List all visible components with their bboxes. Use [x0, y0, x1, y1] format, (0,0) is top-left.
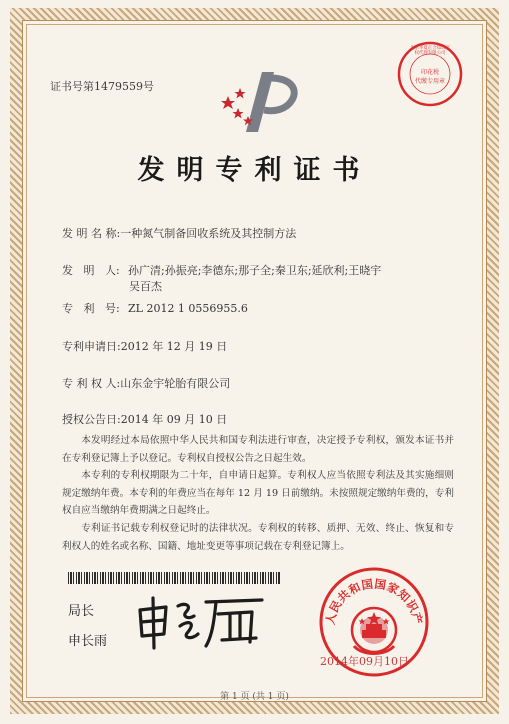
field-label: 发 明 名 称: [62, 227, 121, 240]
tax-stamp-ring-text: 北京华夏正合知识产权代理有限公司 [410, 46, 450, 56]
field-label: 专 利 号: [62, 302, 120, 315]
field-value: ZL 2012 1 0556955.6 [128, 302, 248, 315]
tax-stamp-center-line1: 印花税 [420, 69, 439, 76]
field-inventors [62, 262, 381, 278]
field-invention-name [62, 225, 296, 241]
seal-date: 2014年09月10日 [320, 655, 409, 668]
certificate-title: 发明专利证书 [137, 155, 372, 186]
certificate-number: 证书号第1479559号 [50, 80, 154, 93]
body-paragraph-2: 本专利的专利权期限为二十年，自申请日起算。专利权人应当依照专利法及其实施细则规定缴纳年费。本专利的年费应当在每年 12 月 19 日前缴纳。未按照规定缴纳年费的，专利权自应当缴纳年费期满之日起终止。 [62, 470, 454, 516]
body-paragraph-1: 本发明经过本局依照中华人民共和国专利法进行审查，决定授予专利权，颁发本证书并在专利登记簿上予以登记。专利权自授权公告之日起生效。 [62, 435, 454, 464]
tax-stamp-center-line2: 代缴专用章 [414, 78, 445, 85]
field-label: 发 明 人: [62, 264, 120, 277]
page-footer: 第 1 页 (共 1 页) [220, 692, 289, 702]
field-announce-date [62, 411, 227, 427]
field-label: 授权公告日: [62, 413, 121, 426]
signature-name: 申长雨 [68, 634, 108, 649]
field-value: 2014 年 09 月 10 日 [120, 413, 228, 426]
handwritten-signature-icon [134, 592, 274, 652]
field-patent-number [62, 300, 248, 316]
body-paragraph-3: 专利证书记载专利权登记时的法律状况。专利权的转移、质押、无效、终止、恢复和专利权人的姓名或名称、国籍、地址变更等事项记载在专利登记簿上。 [62, 523, 454, 552]
field-patentee [62, 375, 230, 391]
field-inventors-line2: 吴百杰 [129, 280, 162, 293]
patent-office-logo-icon [218, 68, 300, 136]
field-value: 山东金宇轮胎有限公司 [120, 377, 231, 390]
signature-role: 局长 [68, 604, 95, 619]
tax-stamp [396, 40, 464, 108]
barcode [68, 572, 280, 584]
field-label: 专利申请日: [62, 340, 121, 353]
seal-text: 人民共和国国家知识产 [322, 576, 426, 626]
field-value: 2012 年 12 月 19 日 [120, 340, 228, 353]
field-value: 孙广清;孙振亮;李德东;那子全;秦卫东;延欣利;王晓宇 [128, 264, 382, 277]
field-label: 专 利 权 人: [62, 377, 121, 390]
field-value: 一种氮气制备回收系统及其控制方法 [120, 227, 297, 240]
field-filing-date [62, 338, 227, 354]
